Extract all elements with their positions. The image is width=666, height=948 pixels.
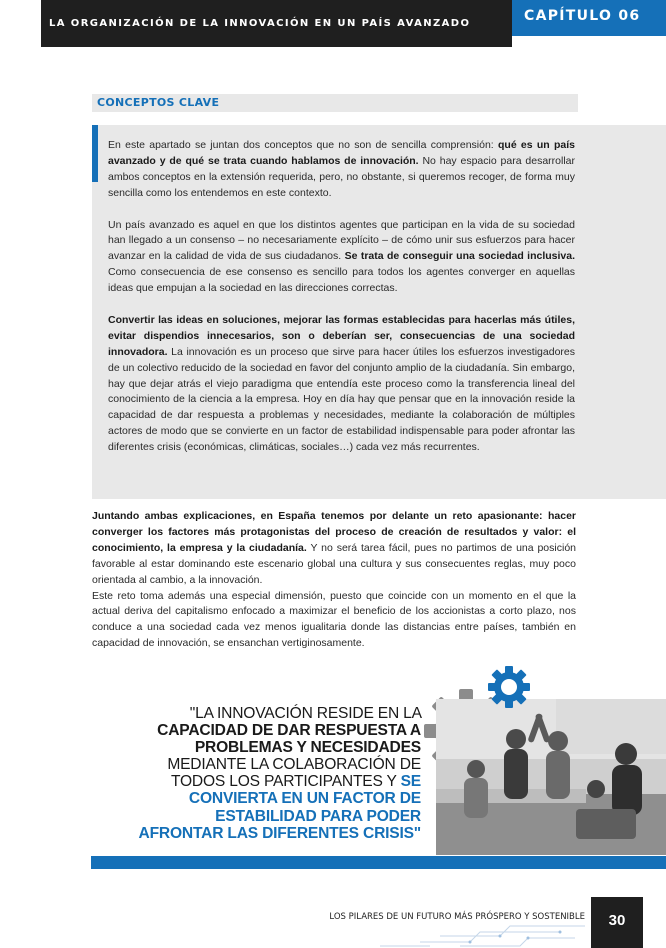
text-run: La innovación es un proceso que sirve para hacer útiles los esfuerzos investigadores de un colectivo reducido de la sociedad en favor del conjunto amplio de la ciudadanía. Sin embargo, hay que dejar atrás el viejo paradigma que entendía este proceso como la transferencia lineal del conocimiento de la ciencia a la empresa. Hoy en día hay que pensar que en la innovación reside la capacidad de dar respuesta a problemas y necesidades, mediante la colaboración de múltiples actores de modo que se convierte en un factor de estabilidad indispensable para poder afrontar las diferentes crisis (económicas, climáticas, sociales…) cada vez más recurrentes.	[108, 345, 575, 454]
pull-quote	[128, 705, 421, 842]
text-emphasis: Juntando ambas explicaciones, en España tenemos por delante un reto apasionante: hacer converger los factores más protagonistas del proceso de creación de resultados y valor: el conocimiento, la empresa y la ciudadanía.	[92, 510, 576, 554]
team-photo	[436, 699, 666, 855]
text-run: Un país avanzado es aquel en que los distintos agentes que participan en la vida de su sociedad han llegado a un consenso – no necesariamente explícito – de cómo unir sus esfuerzos para hacer avanzar en la calidad de vida de sus ciudadanos.	[108, 218, 575, 263]
text-emphasis: Se trata de conseguir una sociedad inclusiva.	[344, 250, 576, 263]
text-run: No hay espacio para desarrollar ambos conceptos en la extensión requerida, pero, no obstante, si queremos recoger, de forma muy sencilla como los entendemos en este contexto.	[108, 154, 575, 199]
text-run: En este apartado se juntan dos conceptos que no son de sencilla comprensión:	[108, 139, 498, 151]
quote-part: "LA INNOVACIÓN RESIDE EN LA	[189, 705, 421, 722]
text-run: Como consecuencia de ese consenso es sencillo para todos los agentes converger en aquellas ideas que empujan a la sociedad en las direcciones correctas.	[108, 266, 575, 295]
bottom-accent-strip	[91, 856, 666, 869]
accent-bar	[92, 125, 98, 182]
quote-part-highlight: SE CONVIERTA EN UN FACTOR DE ESTABILIDAD PARA PODER AFRONTAR LAS DIFERENTES CRISIS"	[138, 773, 421, 842]
text-emphasis: Convertir las ideas en soluciones, mejorar las formas establecidas para hacerlas más útiles, evitar dispendios innecesarios, son o deberían ser, consecuencias de una sociedad innovadora.	[108, 313, 575, 358]
quote-part-bold: CAPACIDAD DE DAR RESPUESTA A PROBLEMAS Y NECESIDADES	[157, 722, 421, 757]
running-header: LA ORGANIZACIÓN DE LA INNOVACIÓN EN UN PAÍS AVANZADO	[41, 0, 512, 47]
concepts-heading: CONCEPTOS CLAVE	[92, 94, 578, 112]
key-concepts-text	[108, 138, 575, 456]
key-paragraph-3	[108, 313, 575, 456]
body-paragraph-1	[92, 509, 576, 589]
body-text	[92, 509, 576, 652]
key-concepts-box	[92, 125, 666, 499]
book-title: LOS PILARES DE UN FUTURO MÁS PRÓSPERO Y SOSTENIBLE	[329, 912, 585, 922]
key-paragraph-1	[108, 138, 575, 202]
quote-part: MEDIANTE LA COLABORACIÓN DE TODOS LOS PARTICIPANTES Y	[167, 756, 421, 791]
gear-icon-blue	[486, 664, 532, 710]
page-number: 30	[591, 897, 643, 948]
chapter-label: CAPÍTULO 06	[512, 0, 666, 36]
text-run: Y no será tarea fácil, pues no partimos de una posición favorable al estar dominando este escenario global una cultura y sus consecuentes reglas, muy poco orientada al cambio, a la innovación.	[92, 541, 576, 586]
text-emphasis: qué es un país avanzado y de qué se trata cuando hablamos de innovación.	[108, 139, 575, 167]
body-paragraph-2: Este reto toma además una especial dimensión, puesto que coincide con un momento en el que la actual deriva del capitalismo enfocado a maximizar el beneficio de los accionistas a corto plazo, nos conduce a una sociedad cada vez menos igualitaria donde las distancias entre países, también en capacidad de innovación, se ensanchan vertiginosamente.	[92, 589, 576, 650]
key-paragraph-2	[108, 218, 575, 298]
